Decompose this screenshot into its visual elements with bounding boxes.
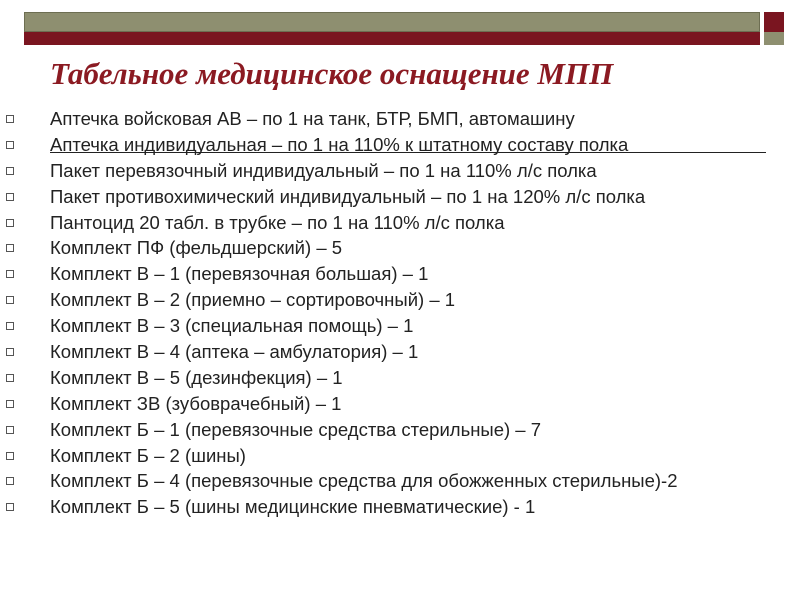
- list-item-text: Пакет перевязочный индивидуальный – по 1 на 110% л/с полка: [50, 159, 597, 181]
- list-item-text: Комплект В – 3 (специальная помощь) – 1: [50, 315, 414, 337]
- square-bullet-icon: [6, 219, 14, 227]
- square-bullet-icon: [6, 322, 14, 330]
- slide-title: Табельное медицинское оснащение МПП: [50, 56, 614, 91]
- list-item-text: Комплект В – 1 (перевязочная большая) – 1: [50, 263, 429, 285]
- list-item-text: Комплект ЗВ (зубоврачебный) – 1: [50, 392, 342, 414]
- list-item-text: Аптечка индивидуальная – по 1 на 110% к штатному составу полка: [50, 133, 629, 155]
- list-item-text: Пантоцид 20 табл. в трубке – по 1 на 110% л/с полка: [50, 211, 505, 233]
- square-bullet-icon: [6, 167, 14, 175]
- square-bullet-icon: [6, 115, 14, 123]
- square-bullet-icon: [6, 244, 14, 252]
- list-item-text: Аптечка войсковая АВ – по 1 на танк, БТР, БМП, автомашину: [50, 108, 575, 129]
- square-bullet-icon: [6, 452, 14, 460]
- square-bullet-icon: [6, 141, 14, 149]
- list-item-text: Комплект Б – 1 (перевязочные средства стерильные) – 7: [50, 418, 542, 440]
- list-item-text: Комплект В – 2 (приемно – сортировочный) – 1: [50, 289, 456, 311]
- square-bullet-icon: [6, 503, 14, 511]
- list-item-text: Комплект В – 4 (аптека – амбулатория) – 1: [50, 341, 419, 363]
- square-bullet-icon: [6, 374, 14, 382]
- list-item-text: Комплект ПФ (фельдшерский) – 5: [50, 237, 343, 259]
- square-bullet-icon: [6, 296, 14, 304]
- list-item-text: Комплект Б – 5 (шины медицинские пневматические) - 1: [50, 496, 536, 518]
- list-item-text: Пакет противохимический индивидуальный – по 1 на 120% л/с полка: [50, 185, 646, 207]
- square-bullet-icon: [6, 400, 14, 408]
- square-bullet-icon: [6, 270, 14, 278]
- square-bullet-icon: [6, 477, 14, 485]
- list-item-text: Комплект Б – 2 (шины): [50, 444, 246, 466]
- square-bullet-icon: [6, 348, 14, 356]
- header-band-olive: [24, 12, 760, 32]
- square-bullet-icon: [6, 426, 14, 434]
- divider-line: [50, 152, 766, 153]
- header-band-maroon: [24, 32, 760, 45]
- square-bullet-icon: [6, 193, 14, 201]
- list-item-text: Комплект В – 5 (дезинфекция) – 1: [50, 366, 343, 388]
- corner-square-maroon: [764, 12, 784, 32]
- corner-square-olive: [764, 32, 784, 45]
- list-item-text: Комплект Б – 4 (перевязочные средства для обожженных стерильные)-2: [50, 470, 678, 492]
